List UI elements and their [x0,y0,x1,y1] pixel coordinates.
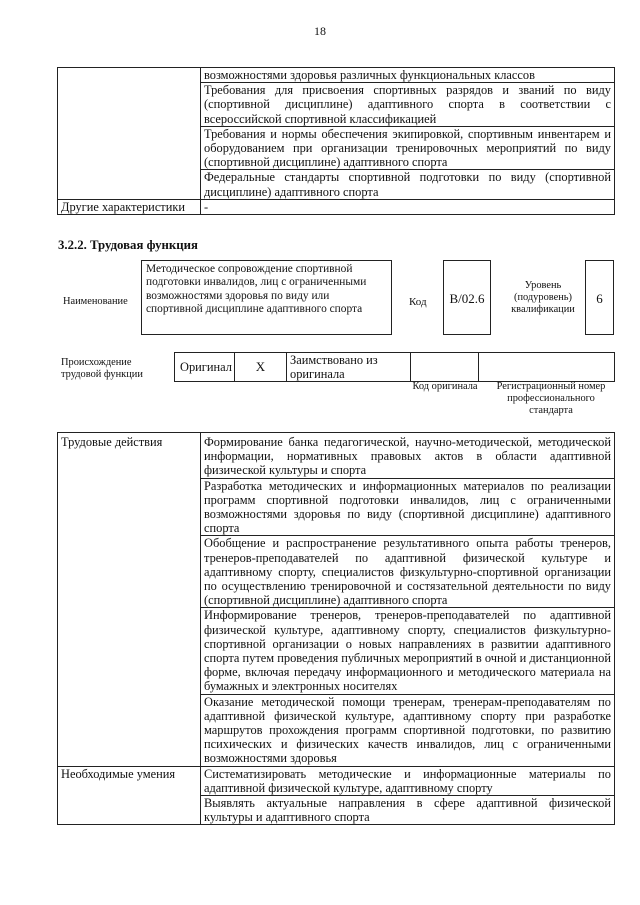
original-label: Оригинал [175,353,235,382]
required-skill: Систематизировать методические и информационные материалы по адаптивной физической культуре, адаптивному спорту [201,766,615,795]
level-value: 6 [596,291,603,306]
name-label: Наименование [63,296,128,307]
code-original-label: Код оригинала [412,381,478,392]
top-table [57,67,615,215]
other-characteristics-label: Другие характеристики [58,199,201,214]
level-box [585,260,614,335]
reg-number-label: Регистрационный номер профессионального стандарта [496,381,606,416]
origin-table [174,352,615,382]
main-table [57,432,615,825]
top-table-cell: Требования для присвоения спортивных разрядов и званий по виду (спортивной дисциплине) адаптивного спорта в соответствии с всероссийской спортивной классификацией [201,83,615,127]
top-table-cell: Требования и нормы обеспечения экипировкой, спортивным инвентарем и оборудованием при организации тренировочных мероприятий по виду (спортивной дисциплине) адаптивного спорта [201,126,615,170]
function-name-text: Методическое сопровождение спортивной подготовки инвалидов, лиц с ограниченными возможностями здоровья по виду или спортивной дисциплине адаптивного спорта [146,263,367,316]
page-number: 18 [314,24,326,38]
code-box [443,260,491,335]
labor-actions-label: Трудовые действия [58,433,201,767]
reg-number-cell [479,353,615,382]
code-value: В/02.6 [449,291,485,306]
required-skills-label: Необходимые умения [58,766,201,825]
origin-label: Происхождение трудовой функции [61,357,143,380]
function-name-box [141,260,392,335]
labor-action: Информирование тренеров, тренеров-преподавателей по адаптивной физической культуре, адаптивному спорту, специалистов физкультурно-спортивной организации о новых направлениях в развитии адаптивного спорта путем проведения публичных мероприятий в очной и дистанционной форме, включая передачу информационного и методического материала на бумажных и электронных носителях [201,608,615,694]
labor-action: Обобщение и распространение результативного опыта работы тренеров, тренеров-преподавателей по адаптивной физической культуре и адаптивному спорту, специалистов физкультурно-спортивной организации по осуществлению тренировочной и состязательной деятельности по виду (спортивной дисциплине) адаптивного спорта [201,536,615,608]
level-label: Уровень (подуровень) квалификации [511,280,575,315]
labor-action: Оказание методической помощи тренерам, тренерам-преподавателям по адаптивной физической культуре, адаптивному спорту при разработке маршрутов прохождения программ спортивной подготовки, по развитию психических и физических качеств инвалидов, лиц с ограниченными возможностями здоровья [201,694,615,766]
other-characteristics-value: - [201,199,615,214]
section-title: 3.2.2. Трудовая функция [58,238,198,252]
top-table-cell: Федеральные стандарты спортивной подготовки по виду (спортивной дисциплине) адаптивного спорта [201,170,615,199]
code-label: Код [409,296,427,308]
labor-action: Формирование банка педагогической, научно-методической, методической информации, нормативных правовых актов в области адаптивной физической культуры и спорта [201,433,615,479]
top-table-label-cell [58,68,201,200]
required-skill: Выявлять актуальные направления в сфере адаптивной физической культуры и адаптивного спорта [201,796,615,825]
labor-action: Разработка методических и информационных материалов по реализации программ спортивной подготовки инвалидов, лиц с ограниченными возможностями здоровья по виду (спортивной дисциплине) адаптивного спорта [201,478,615,536]
code-original-cell [411,353,479,382]
borrowed-label: Заимствовано из оригинала [287,353,411,382]
top-table-cell: возможностями здоровья различных функциональных классов [201,68,615,83]
original-mark: X [235,353,287,382]
